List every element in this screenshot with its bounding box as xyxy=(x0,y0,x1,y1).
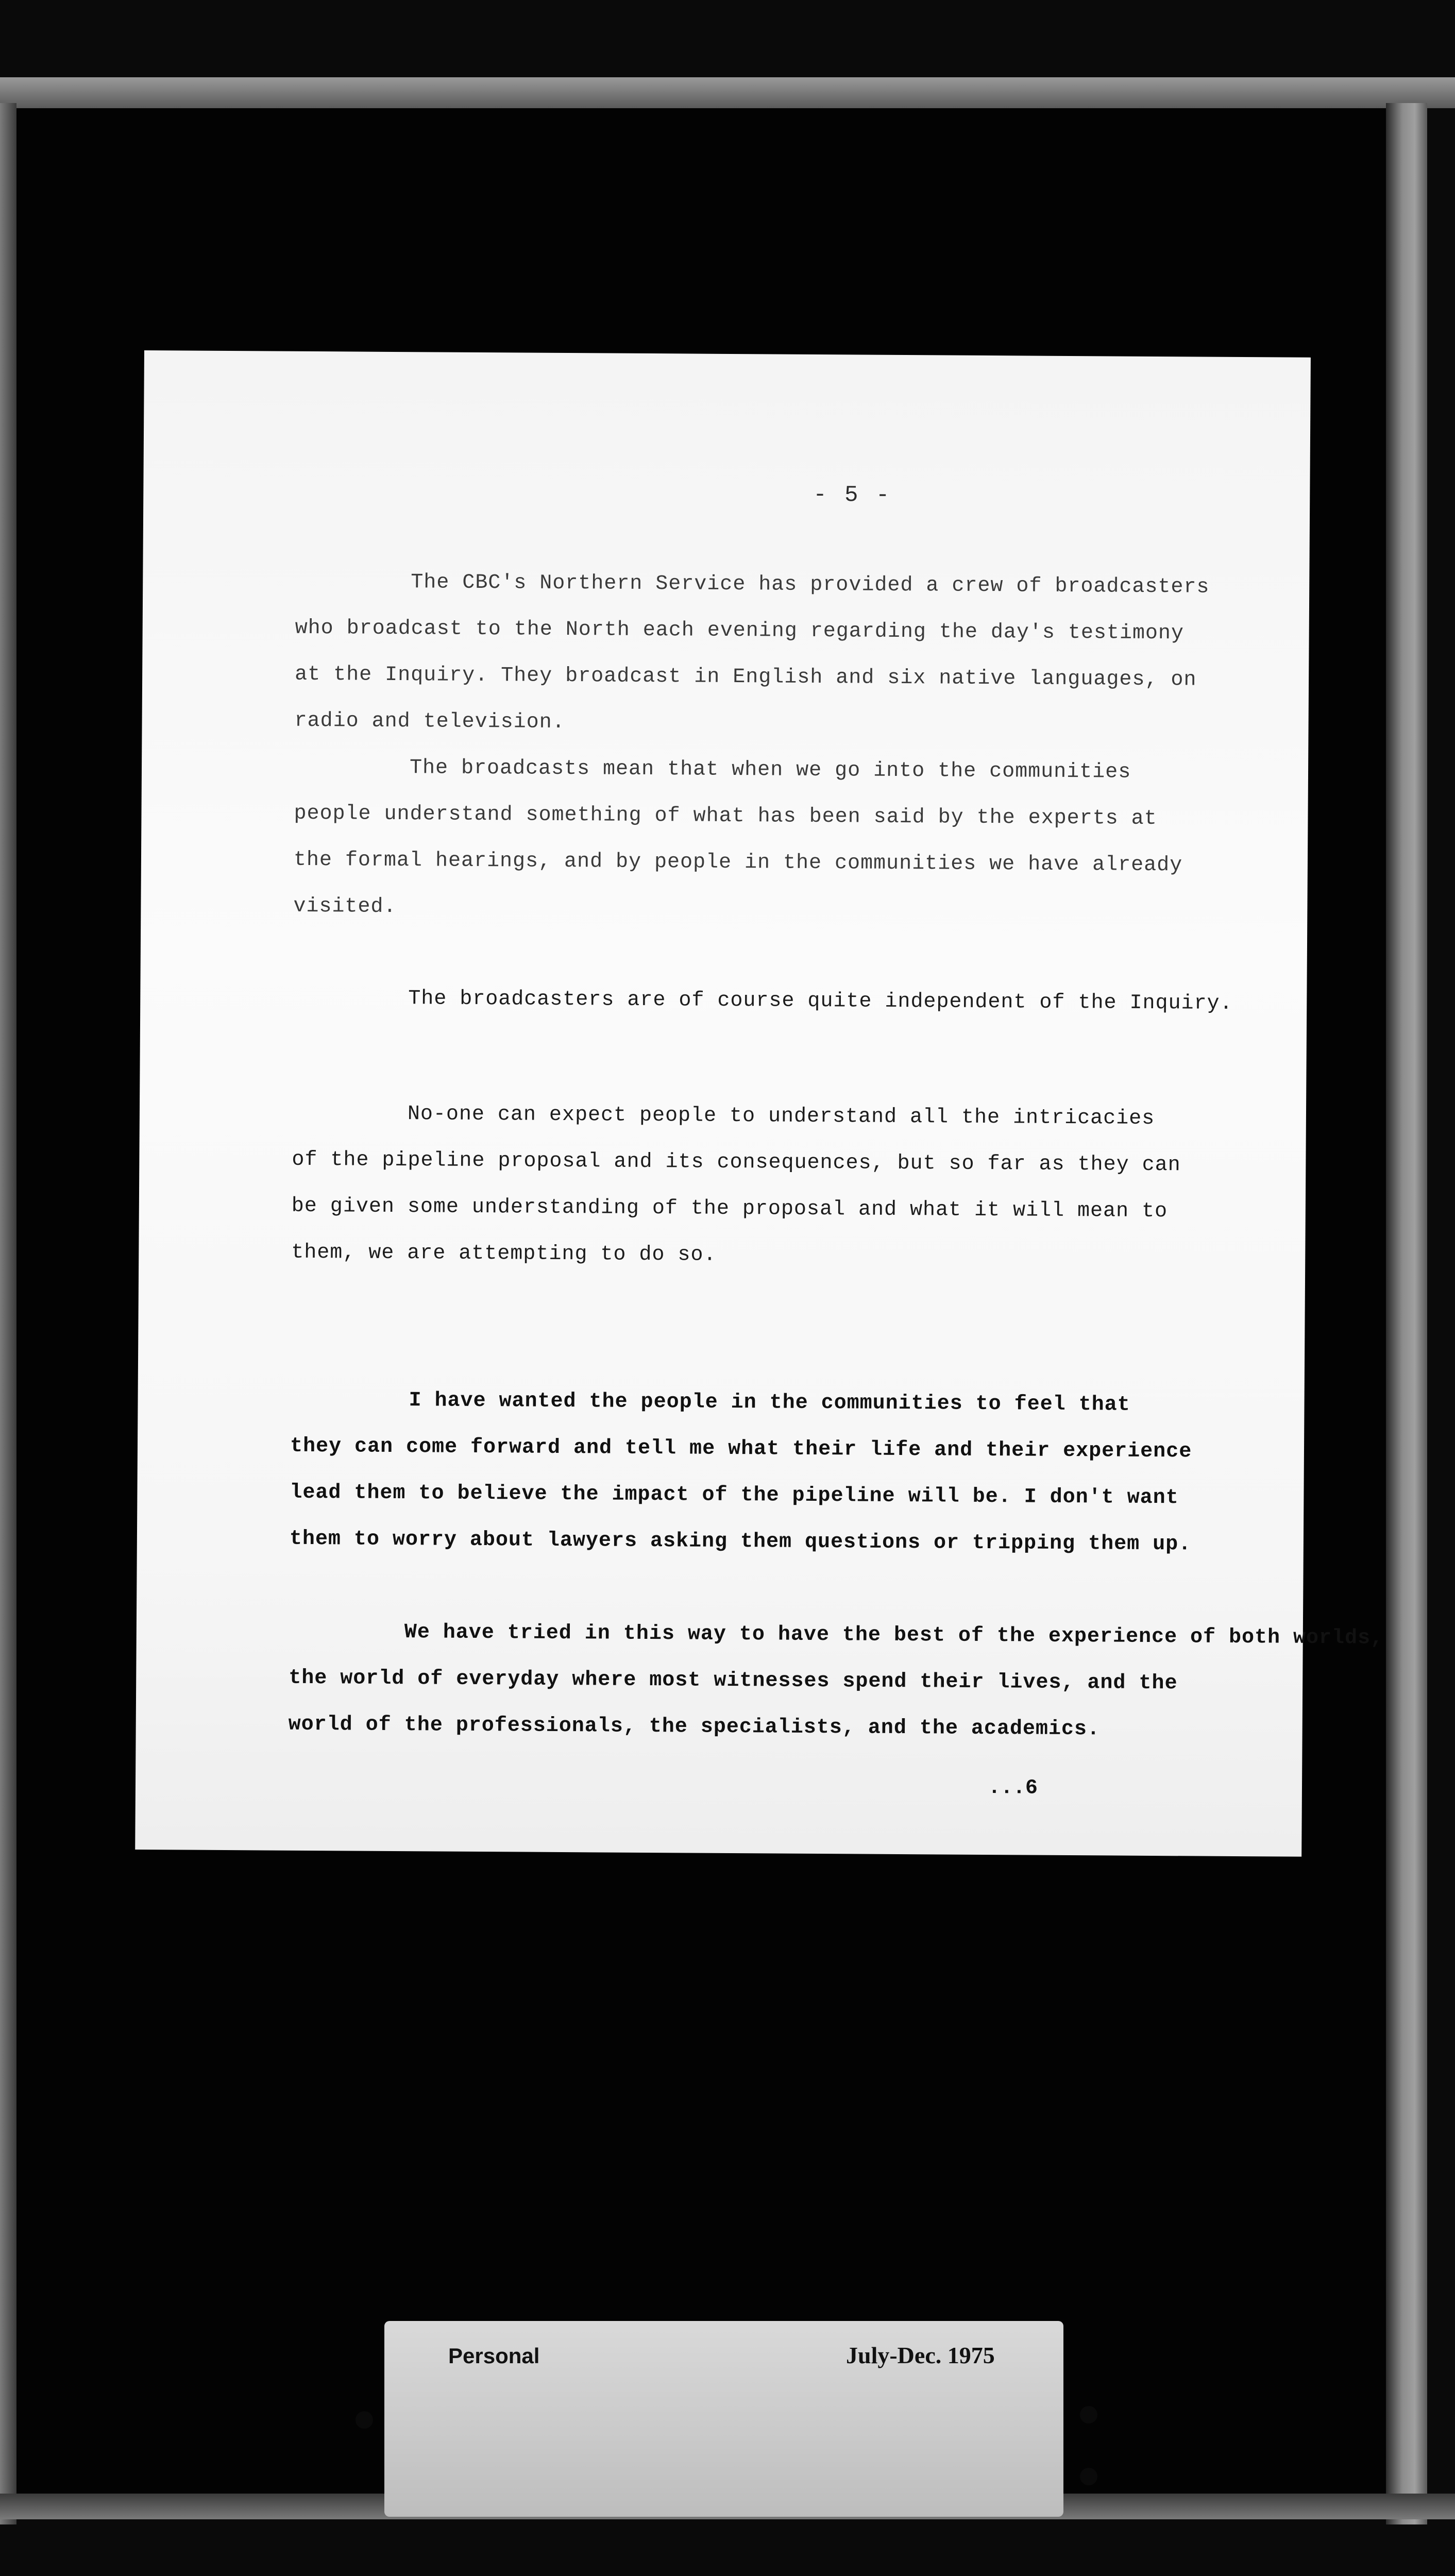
text-line: visited. xyxy=(293,894,397,919)
paragraph-6 xyxy=(137,1621,1384,1741)
paragraph-1 xyxy=(143,571,1309,735)
sprocket-hole xyxy=(1080,2406,1097,2424)
text-line: they can come forward and tell me what their life and their experience xyxy=(290,1434,1192,1464)
film-edge-top xyxy=(0,77,1455,108)
paragraph-5 xyxy=(138,1389,1305,1556)
text-line: We have tried in this way to have the best of the experience of both worlds, xyxy=(404,1621,1384,1650)
text-line: them to worry about lawyers asking them questions or tripping them up. xyxy=(289,1527,1192,1556)
text-line: be given some understanding of the proposal and what it will mean to xyxy=(291,1194,1168,1224)
text-line: radio and television. xyxy=(294,709,565,735)
text-line: who broadcast to the North each evening regarding the day's testimony xyxy=(295,616,1185,646)
document-page xyxy=(135,350,1384,1857)
text-line: lead them to believe the impact of the pipeline will be. I don't want xyxy=(290,1481,1179,1510)
text-line: people understand something of what has been said by the experts at xyxy=(294,802,1157,831)
sprocket-hole xyxy=(356,2411,373,2429)
text-line: The CBC's Northern Service has provided a crew of broadcasters xyxy=(411,571,1210,599)
page-number: - 5 - xyxy=(813,482,892,509)
text-line: the formal hearings, and by people in the communities we have already xyxy=(293,848,1183,877)
film-edge-right xyxy=(1386,103,1427,2524)
text-line: The broadcasters are of course quite independent of the Inquiry. xyxy=(408,987,1233,1015)
film-edge-left xyxy=(0,103,16,2524)
label-category: Personal xyxy=(448,2344,540,2368)
paragraph-2 xyxy=(142,756,1308,919)
text-line: them, we are attempting to do so. xyxy=(291,1241,717,1267)
paragraph-4 xyxy=(140,1103,1306,1267)
paragraph-3 xyxy=(140,987,1307,1015)
continued-marker: ...6 xyxy=(988,1776,1038,1800)
text-line: No-one can expect people to understand all the intricacies xyxy=(407,1103,1155,1131)
text-line: at the Inquiry. They broadcast in English and six native languages, on xyxy=(295,663,1197,692)
archive-label-card xyxy=(384,2321,1063,2517)
text-line: world of the professionals, the specialists, and the academics. xyxy=(288,1713,1101,1741)
text-line: I have wanted the people in the communities to feel that xyxy=(409,1389,1130,1417)
text-line: the world of everyday where most witnesses spend their lives, and the xyxy=(289,1666,1178,1696)
sprocket-hole xyxy=(1080,2468,1097,2485)
label-date-range: July-Dec. 1975 xyxy=(846,2342,995,2368)
text-line: The broadcasts mean that when we go into the communities xyxy=(409,756,1131,784)
text-line: of the pipeline proposal and its consequences, but so far as they can xyxy=(292,1148,1181,1177)
